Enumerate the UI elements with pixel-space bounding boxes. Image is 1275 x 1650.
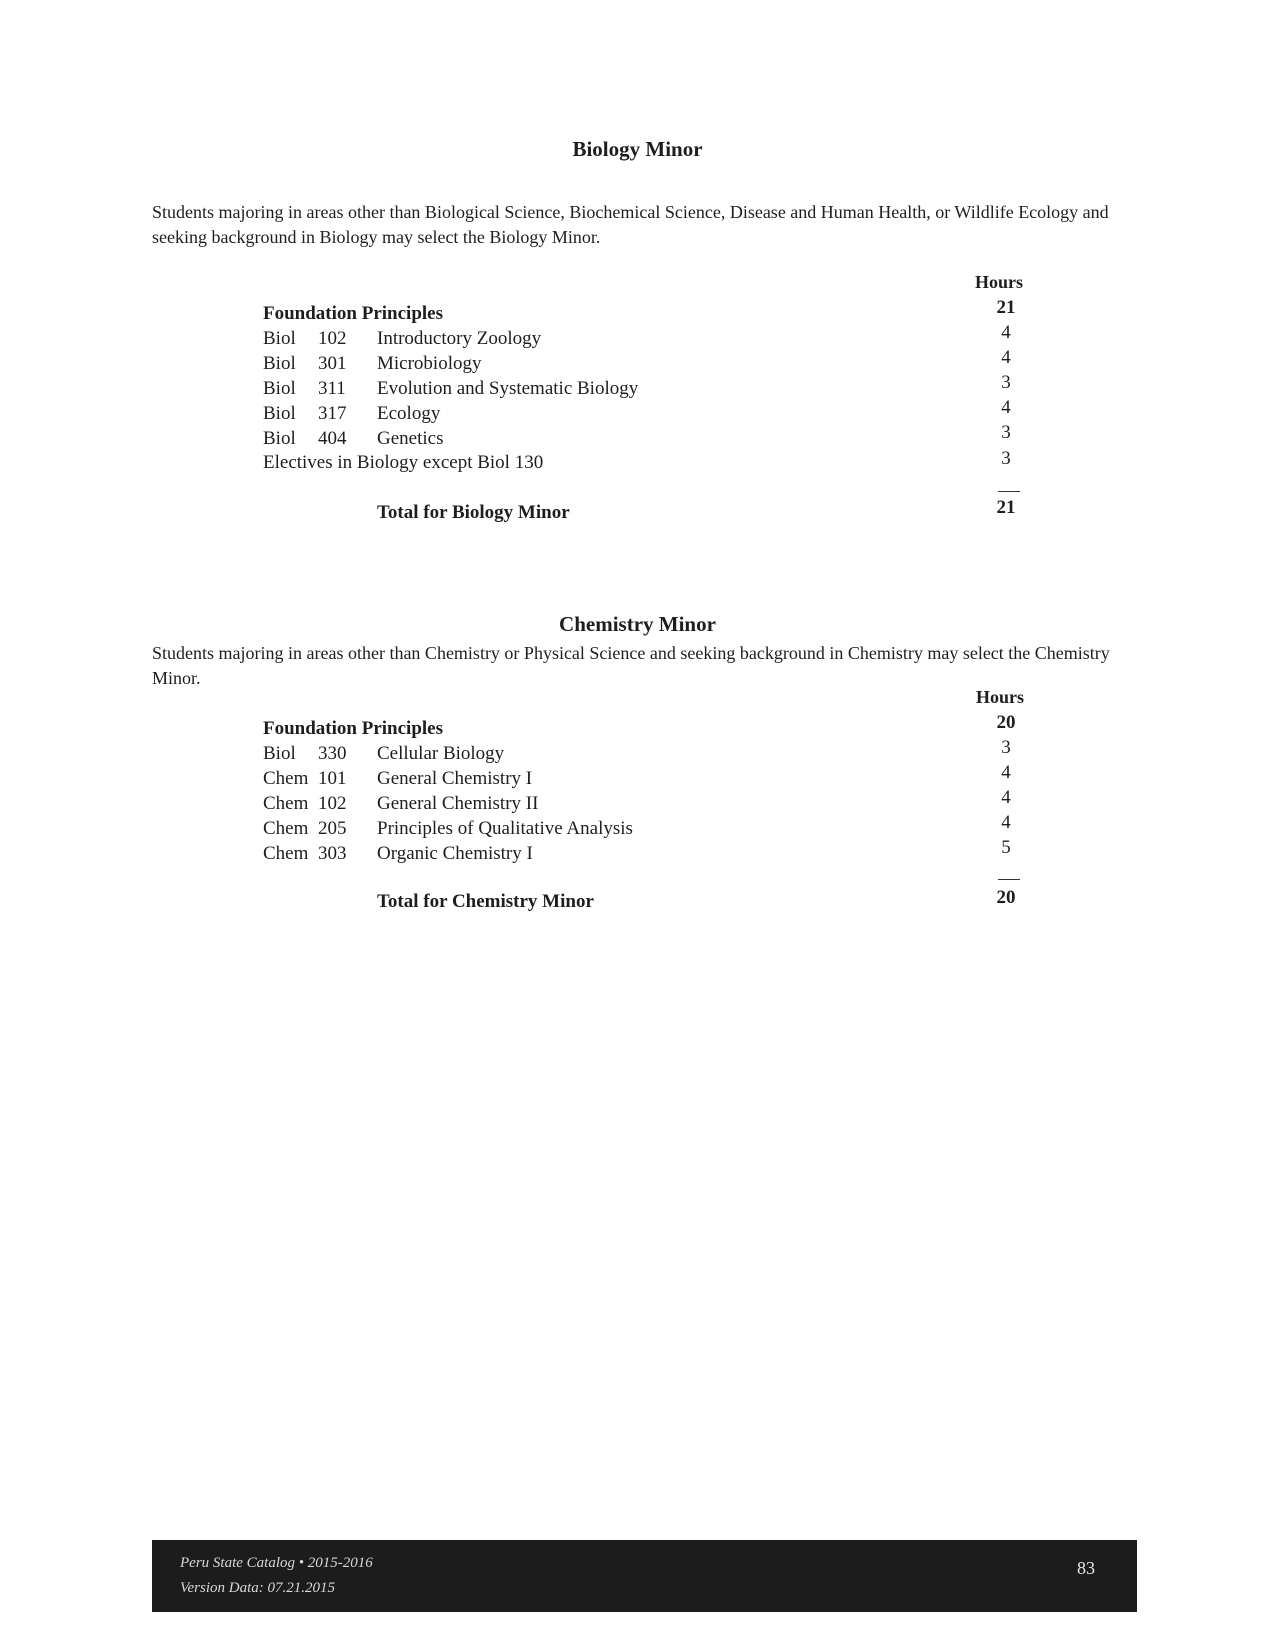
course-row (0, 372, 1275, 402)
biology-hours-header: Hours (975, 272, 1024, 292)
course-number: 317 (318, 403, 347, 424)
course-hours: 4 (1001, 787, 1011, 808)
chemistry-group-row (0, 712, 1275, 742)
electives-hours: 3 (1001, 448, 1011, 469)
course-title: Introductory Zoology (377, 328, 542, 349)
course-title: Evolution and Systematic Biology (377, 378, 639, 399)
course-number: 311 (318, 378, 346, 399)
course-dept: Chem (263, 843, 309, 864)
chemistry-total-rule (998, 879, 1020, 880)
chemistry-total-hours: 20 (996, 887, 1016, 908)
course-dept: Chem (263, 768, 309, 789)
course-dept: Biol (263, 328, 296, 349)
course-hours: 4 (1001, 397, 1011, 418)
course-row (0, 397, 1275, 427)
footer-version-date: Version Data: 07.21.2015 (180, 1580, 335, 1596)
footer-catalog-title: Peru State Catalog • 2015-2016 (180, 1555, 373, 1571)
course-number: 303 (318, 843, 347, 864)
course-title: Principles of Qualitative Analysis (377, 818, 633, 839)
course-dept: Biol (263, 743, 296, 764)
chemistry-minor-intro: Students majoring in areas other than Chemistry or Physical Science and seeking background in Chemistry may select the Chemistry Minor. (152, 643, 1110, 688)
course-hours: 4 (1001, 762, 1011, 783)
biology-group-hours: 21 (996, 297, 1016, 318)
chemistry-group-hours: 20 (996, 712, 1016, 733)
electives-text: Electives in Biology except Biol 130 (263, 452, 544, 473)
page-footer (152, 1540, 1137, 1612)
course-row (0, 837, 1275, 867)
course-dept: Biol (263, 353, 296, 374)
course-row (0, 347, 1275, 377)
course-title: General Chemistry I (377, 768, 533, 789)
biology-total-rule (998, 491, 1020, 492)
course-title: Genetics (377, 428, 444, 449)
course-number: 330 (318, 743, 347, 764)
page-number: 83 (1077, 1558, 1095, 1578)
course-dept: Chem (263, 818, 309, 839)
biology-group-row (0, 297, 1275, 327)
course-number: 102 (318, 793, 347, 814)
course-number: 404 (318, 428, 347, 449)
course-hours: 3 (1001, 737, 1011, 758)
course-hours: 4 (1001, 322, 1011, 343)
course-row (0, 322, 1275, 352)
biology-total-hours: 21 (996, 497, 1016, 518)
course-dept: Biol (263, 378, 296, 399)
course-number: 101 (318, 768, 347, 789)
course-hours: 3 (1001, 422, 1011, 443)
course-row (0, 812, 1275, 842)
chemistry-hours-header: Hours (976, 687, 1025, 707)
course-number: 205 (318, 818, 347, 839)
course-number: 301 (318, 353, 347, 374)
course-hours: 4 (1001, 347, 1011, 368)
course-dept: Biol (263, 403, 296, 424)
biology-total-label: Total for Biology Minor (377, 502, 570, 523)
course-row (0, 787, 1275, 817)
biology-minor-title: Biology Minor (572, 137, 703, 161)
course-hours: 4 (1001, 812, 1011, 833)
course-dept: Biol (263, 428, 296, 449)
course-title: General Chemistry II (377, 793, 539, 814)
course-title: Organic Chemistry I (377, 843, 533, 864)
chemistry-total-label: Total for Chemistry Minor (377, 891, 594, 912)
electives-row (0, 448, 1275, 476)
course-row (0, 737, 1275, 767)
course-dept: Chem (263, 793, 309, 814)
biology-minor-intro: Students majoring in areas other than Biological Science, Biochemical Science, Disease and Human Health, or Wildlife Ecology and seeking background in Biology may select the Biology Minor. (152, 202, 1109, 247)
course-title: Ecology (377, 403, 441, 424)
chemistry-group-label: Foundation Principles (263, 718, 443, 739)
course-hours: 5 (1001, 837, 1011, 858)
chemistry-total-row (0, 887, 1275, 915)
course-number: 102 (318, 328, 347, 349)
biology-total-row (0, 497, 1275, 526)
chemistry-minor-title: Chemistry Minor (559, 612, 716, 636)
course-title: Cellular Biology (377, 743, 505, 764)
biology-group-label: Foundation Principles (263, 303, 443, 324)
course-hours: 3 (1001, 372, 1011, 393)
course-row (0, 762, 1275, 792)
course-title: Microbiology (377, 353, 482, 374)
course-row (0, 422, 1275, 452)
